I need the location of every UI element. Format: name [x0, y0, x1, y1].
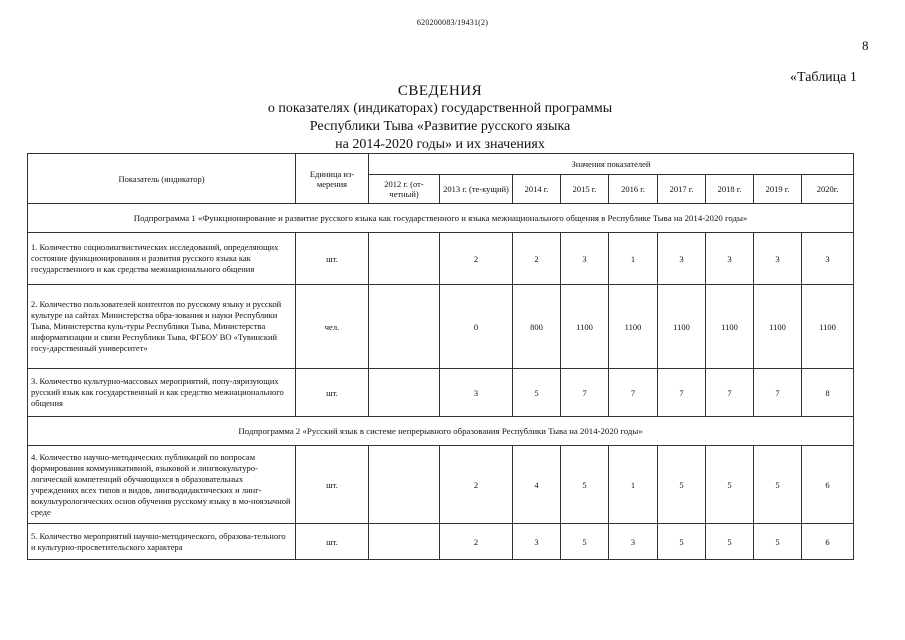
header-year: 2020г.	[802, 175, 854, 204]
header-year: 2013 г. (те-кущий)	[440, 175, 513, 204]
subprogram-row	[28, 417, 854, 446]
value-cell: 3	[440, 369, 513, 417]
value-cell: 2	[440, 446, 513, 524]
value-cell	[369, 524, 440, 560]
header-values-group: Значения показателей	[369, 154, 854, 175]
table-row	[28, 369, 854, 417]
subtitle-line: о показателях (индикаторах) государственной программы	[267, 101, 613, 116]
indicator-unit: шт.	[296, 446, 369, 524]
value-cell: 5	[513, 369, 561, 417]
value-cell: 3	[658, 233, 706, 285]
value-cell: 2	[513, 233, 561, 285]
value-cell: 5	[658, 524, 706, 560]
value-cell: 1100	[706, 285, 754, 369]
table-row	[28, 446, 854, 524]
subtitle-line: на 2014-2020 годы» и их значениях	[335, 137, 545, 152]
value-cell: 7	[706, 369, 754, 417]
value-cell: 800	[513, 285, 561, 369]
indicator-name: 2. Количество пользователей контентов по русскому языку и русской культуре на сайтах Министерства обра-зования и науки Республики Тыва, Министерства куль-туры Республики Тыва, Министерства информатизации и связи Республики Тыва, ФГБОУ ВО «Тувинский госу-дарственный университет»	[28, 285, 296, 369]
table-label: «Таблица 1	[790, 70, 857, 85]
indicator-name: 5. Количество мероприятий научно-методического, образова-тельного и культурно-просветительского характера	[28, 524, 296, 560]
value-cell: 7	[658, 369, 706, 417]
value-cell	[369, 233, 440, 285]
indicator-unit: шт.	[296, 369, 369, 417]
indicators-table	[27, 153, 854, 560]
value-cell: 5	[706, 524, 754, 560]
indicator-name: 1. Количество социолингвистических исследований, определяющих состояние функционирования и развития русского языка как государственного и как средства межнационального общения	[28, 233, 296, 285]
value-cell	[369, 369, 440, 417]
value-cell: 3	[609, 524, 658, 560]
value-cell: 1100	[658, 285, 706, 369]
value-cell: 6	[802, 524, 854, 560]
value-cell: 1	[609, 233, 658, 285]
header-year: 2019 г.	[754, 175, 802, 204]
subprogram-title: Подпрограмма 1 «Функционирование и развитие русского языка как государственного и языка межнационального общения в Республике Тыва на 2014-2020 годы»	[28, 204, 854, 233]
value-cell: 2	[440, 524, 513, 560]
value-cell: 3	[561, 233, 609, 285]
value-cell: 1100	[754, 285, 802, 369]
value-cell: 7	[754, 369, 802, 417]
value-cell: 6	[802, 446, 854, 524]
value-cell: 7	[609, 369, 658, 417]
value-cell: 5	[561, 524, 609, 560]
value-cell: 5	[658, 446, 706, 524]
value-cell: 3	[754, 233, 802, 285]
header-unit: Единица из-мерения	[296, 154, 369, 204]
header-year: 2014 г.	[513, 175, 561, 204]
value-cell: 4	[513, 446, 561, 524]
value-cell: 5	[561, 446, 609, 524]
value-cell: 5	[754, 524, 802, 560]
subprogram-title: Подпрограмма 2 «Русский язык в системе непрерывного образования Республики Тыва на 2014-2020 годы»	[28, 417, 854, 446]
subprogram-row	[28, 204, 854, 233]
value-cell: 3	[802, 233, 854, 285]
value-cell: 5	[706, 446, 754, 524]
subtitle-line: Республики Тыва «Развитие русского языка	[309, 119, 571, 134]
document-id: 620200083/19431(2)	[416, 18, 489, 27]
value-cell: 0	[440, 285, 513, 369]
value-cell: 7	[561, 369, 609, 417]
indicator-unit: шт.	[296, 524, 369, 560]
indicator-name: 4. Количество научно-методических публикаций по вопросам формирования коммуникативной, языковой и лингвокультуро-логической компетенций обучающихся в образовательных учреждениях всех типов и видов, лингводидактических и линг-вокультурологических основ обучения русскому языку в мо-нояэычной среде	[28, 446, 296, 524]
header-year: 2018 г.	[706, 175, 754, 204]
header-indicator: Показатель (индикатор)	[28, 154, 296, 204]
value-cell: 1100	[609, 285, 658, 369]
header-year: 2015 г.	[561, 175, 609, 204]
header-year: 2012 г. (от-четный)	[369, 175, 440, 204]
value-cell: 2	[440, 233, 513, 285]
value-cell: 1	[609, 446, 658, 524]
indicator-name: 3. Количество культурно-массовых мероприятий, попу-ляризующих русский язык как государственный и как средство межнационального общения	[28, 369, 296, 417]
value-cell: 1100	[561, 285, 609, 369]
table-row	[28, 285, 854, 369]
document-title: СВЕДЕНИЯ	[397, 83, 483, 99]
value-cell	[369, 285, 440, 369]
table-row	[28, 233, 854, 285]
header-year: 2016 г.	[609, 175, 658, 204]
document-heading	[150, 82, 730, 154]
value-cell	[369, 446, 440, 524]
indicator-unit: чел.	[296, 285, 369, 369]
value-cell: 1100	[802, 285, 854, 369]
page-number: 8	[862, 38, 869, 53]
indicator-unit: шт.	[296, 233, 369, 285]
value-cell: 3	[513, 524, 561, 560]
header-year: 2017 г.	[658, 175, 706, 204]
value-cell: 8	[802, 369, 854, 417]
value-cell: 5	[754, 446, 802, 524]
value-cell: 3	[706, 233, 754, 285]
table-row	[28, 524, 854, 560]
